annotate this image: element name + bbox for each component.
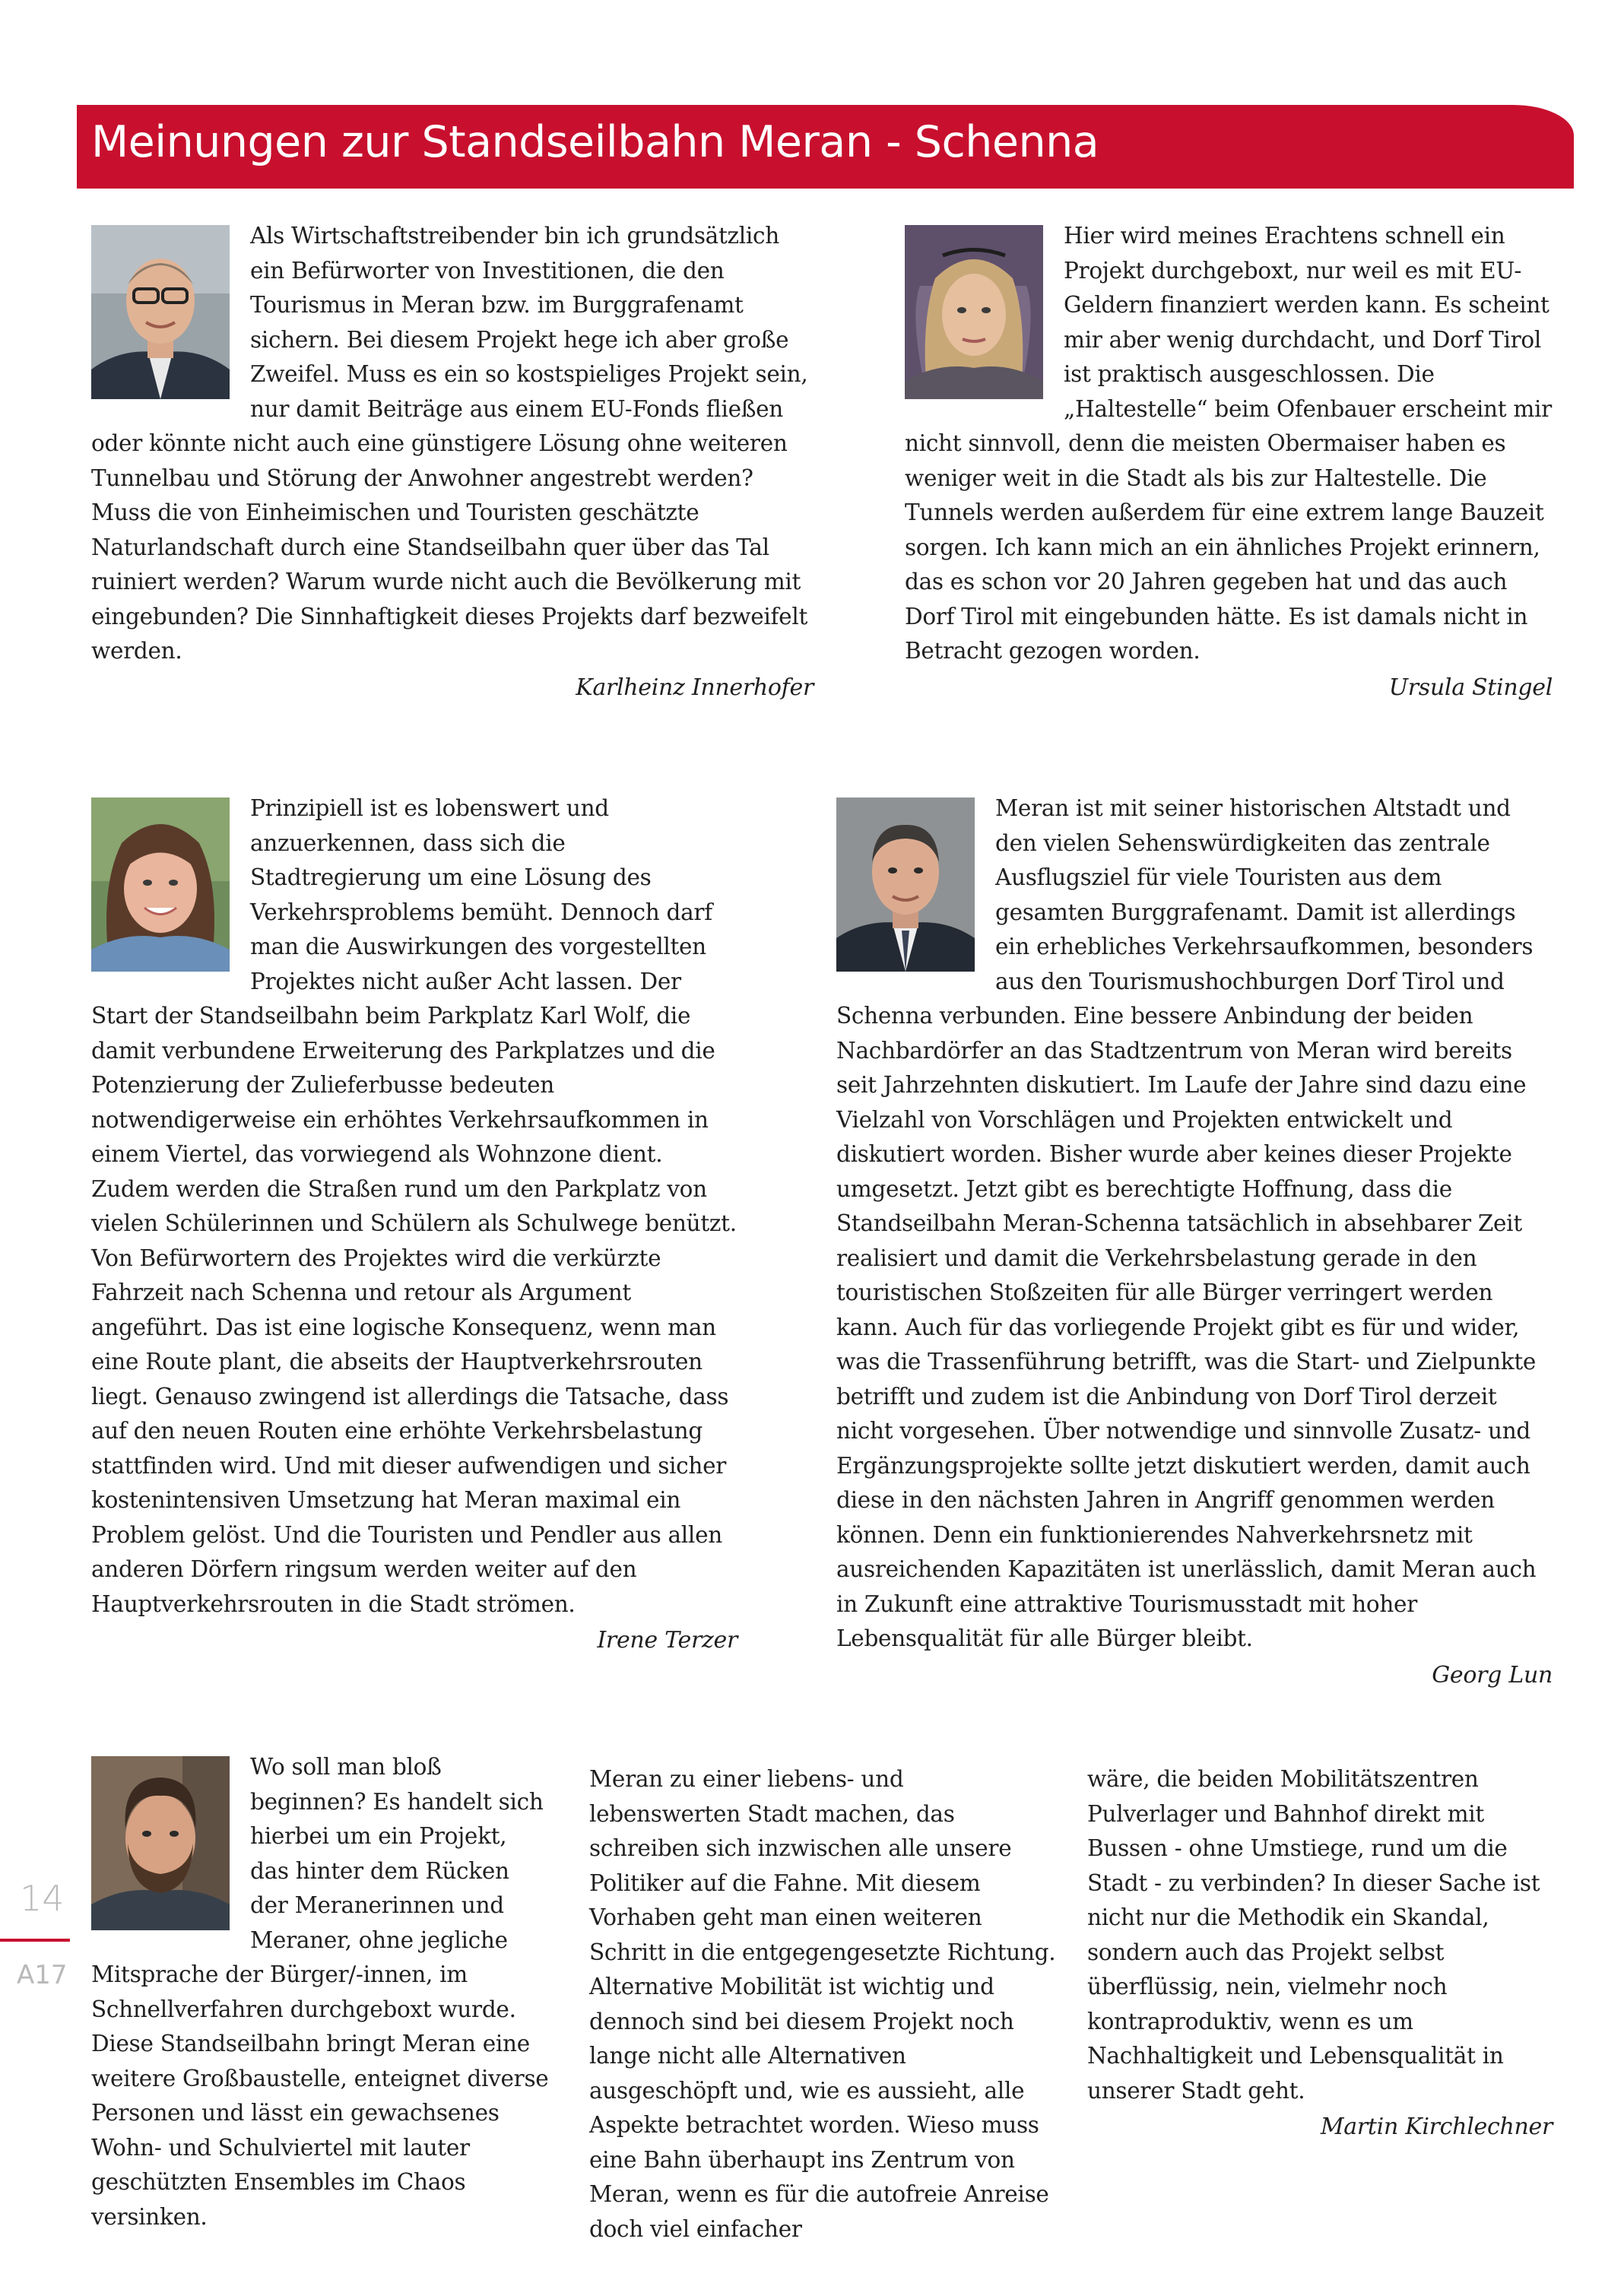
opinion-stingel xyxy=(905,219,1553,705)
opinion-innerhofer xyxy=(91,219,814,705)
opinion-text-col3: wäre, die beiden Mobilitätszentren Pulverlager und Bahnhof direkt mit Bussen - ohne Umstiege, rund um die Stadt - zu verbinden? In dieser Sache ist nicht nur die Methodik ein Skandal, sondern auch das Projekt selbst überflüssig, nein, vielmehr noch kontraproduktiv, wenn es um Nachhaltigkeit und Lebensqualität in unserer Stadt geht. xyxy=(1087,1766,1540,2104)
author-name: Karlheinz Innerhofer xyxy=(576,674,814,701)
opinion-text: Prinzipiell ist es lobenswert und anzuerkennen, dass sich die Stadtregierung um eine Lösung des Verkehrsproblems bemüht. Dennoch darf man die Auswirkungen des vorgestellten Projektes nicht außer Acht lassen. Der Start der Standseilbahn beim Parkplatz Karl Wolf, die damit verbundene Erweiterung des Parkplatzes und die Potenzierung der Zulieferbusse bedeuten notwendigerweise ein erhöhtes Verkehrsaufkommen in einem Viertel, das vorwiegend als Wohnzone dient. Zudem werden die Straßen rund um den Parkplatz von vielen Schülerinnen und Schülern als Schulwege benützt. xyxy=(91,795,737,1236)
author-name: Georg Lun xyxy=(1432,1661,1553,1689)
author-photo xyxy=(905,225,1043,399)
author-photo xyxy=(836,798,975,972)
opinion-text: Hier wird meines Erachtens schnell ein Projekt durchgeboxt, nur weil es mit EU-Geldern finanziert werden kann. Es scheint mir aber wenig durchdacht, und Dorf Tirol ist praktisch ausgeschlossen. Die „Haltestelle“ beim Ofenbauer erscheint mir nicht sinnvoll, denn die meisten Obermaiser haben es weniger weit in die Stadt als bis zur Haltestelle. Die Tunnels werden außerdem für eine extrem lange Bauzeit sorgen. Ich kann mich an ein ähnliches Projekt erinnern, das es schon vor 20 Jahren gegeben hat und das auch Dorf Tirol mit eingebunden hätte. Es ist damals nicht in Betracht gezogen worden. xyxy=(905,223,1552,664)
page-title: Meinungen zur Standseilbahn Meran - Schenna xyxy=(91,117,1099,167)
author-photo xyxy=(91,1756,230,1930)
opinion-text-col1: Wo soll man bloß beginnen? Es handelt sich hierbei um ein Projekt, das hinter dem Rücken der Meranerinnen und Meraner, ohne jegliche Mitsprache der Bürger/-innen, im Schnellverfahren durchgeboxt wurde. Diese Standseilbahn bringt Meran eine weitere Großbaustelle, enteignet diverse Personen und lässt ein gewachsenes Wohn- und Schulviertel mit lauter geschützten Ensembles im Chaos versinken. xyxy=(91,1754,549,2230)
opinion-terzer xyxy=(91,791,737,1657)
opinion-kirchlechner-col2 xyxy=(589,1762,1057,2247)
author-name: Irene Terzer xyxy=(597,1627,737,1654)
page-number-divider xyxy=(0,1939,70,1942)
opinion-kirchlechner-col1 xyxy=(91,1750,551,2234)
opinion-text-continued: Von Befürwortern des Projektes wird die verkürzte Fahrzeit nach Schenna und retour als Argument angeführt. Das ist eine logische Konsequenz, wenn man eine Route plant, die abseits der Hauptverkehrsrouten liegt. Genauso zwingend ist allerdings die Tatsache, dass auf den neuen Routen eine erhöhte Verkehrsbelastung stattfinden wird. Und mit dieser aufwendigen und sicher kostenintensiven Umsetzung hat Meran maximal ein Problem gelöst. Und die Touristen und Pendler aus allen anderen Dörfern ringsum werden weiter auf den Hauptverkehrsrouten in die Stadt strömen. xyxy=(91,1245,729,1617)
opinion-lun xyxy=(836,791,1553,1692)
opinion-kirchlechner-col3 xyxy=(1087,1762,1553,2144)
opinion-text: Als Wirtschaftstreibender bin ich grundsätzlich ein Befürworter von Investitionen, die den Tourismus in Meran bzw. im Burggrafenamt sichern. Bei diesem Projekt hege ich aber große Zweifel. Muss es ein so kostspieliges Projekt sein, nur damit Beiträge aus einem EU-Fonds fließen oder könnte nicht auch eine günstigere Lösung ohne weiteren Tunnelbau und Störung der Anwohner angestrebt werden? Muss die von Einheimischen und Touristen geschätzte Naturlandschaft durch eine Standseilbahn quer über das Tal ruiniert werden? Warum wurde nicht auch die Bevölkerung mit eingebunden? Die Sinnhaftigkeit dieses Projekts darf bezweifelt werden. xyxy=(91,223,808,664)
header-banner xyxy=(77,105,1574,189)
opinion-text-col2: Meran zu einer liebens- und lebenswerten Stadt machen, das schreiben sich inzwischen alle unsere Politiker auf die Fahne. Mit diesem Vorhaben geht man einen weiteren Schritt in die entgegengesetzte Richtung. Alternative Mobilität ist wichtig und dennoch sind bei diesem Projekt noch lange nicht alle Alternativen ausgeschöpft und, wie es aussieht, alle Aspekte betrachtet worden. Wieso muss eine Bahn überhaupt ins Zentrum von Meran, wenn es für die autofreie Anreise doch viel einfacher xyxy=(589,1766,1056,2242)
author-name: Martin Kirchlechner xyxy=(1320,2114,1553,2140)
author-photo xyxy=(91,798,230,972)
author-photo xyxy=(91,225,230,399)
opinion-text: Meran ist mit seiner historischen Altstadt und den vielen Sehenswürdigkeiten das zentrale Ausflugsziel für viele Touristen aus dem gesamten Burggrafenamt. Damit ist allerdings ein erhebliches Verkehrsaufkommen, besonders aus den Tourismushochburgen Dorf Tirol und Schenna verbunden. Eine bessere Anbindung der beiden Nachbardörfer an das Stadtzentrum von Meran wird bereits seit Jahrzehnten diskutiert. Im Laufe der Jahre sind dazu eine Vielzahl von Vorschlägen und Projekten entwickelt und diskutiert worden. Bisher wurde aber keines dieser Projekte umgesetzt. Jetzt gibt es berechtigte Hoffnung, dass die Standseilbahn Meran-Schenna tatsächlich in absehbarer Zeit realisiert und damit die Verkehrsbelastung gerade in den touristischen Stoßzeiten für alle Bürger verringert werden kann. Auch für das vorliegende Projekt gibt es für und wider, was die Trassenführung betrifft, was die Start- und Zielpunkte betrifft und zudem ist die Anbindung von Dorf Tirol derzeit nicht vorgesehen. Über notwendige und sinnvolle Zusatz- und Ergänzungsprojekte sollte jetzt diskutiert werden, damit auch diese in den nächsten Jahren in Angriff genommen werden können. Denn ein funktionierendes Nahverkehrsnetz mit ausreichenden Kapazitäten ist unerlässlich, damit Meran auch in Zukunft eine attraktive Tourismusstadt mit hoher Lebensqualität für alle Bürger bleibt. xyxy=(836,795,1537,1651)
edition-label: A17 xyxy=(17,1960,68,1990)
page-number: 14 xyxy=(20,1878,65,1919)
author-name: Ursula Stingel xyxy=(1388,674,1553,701)
